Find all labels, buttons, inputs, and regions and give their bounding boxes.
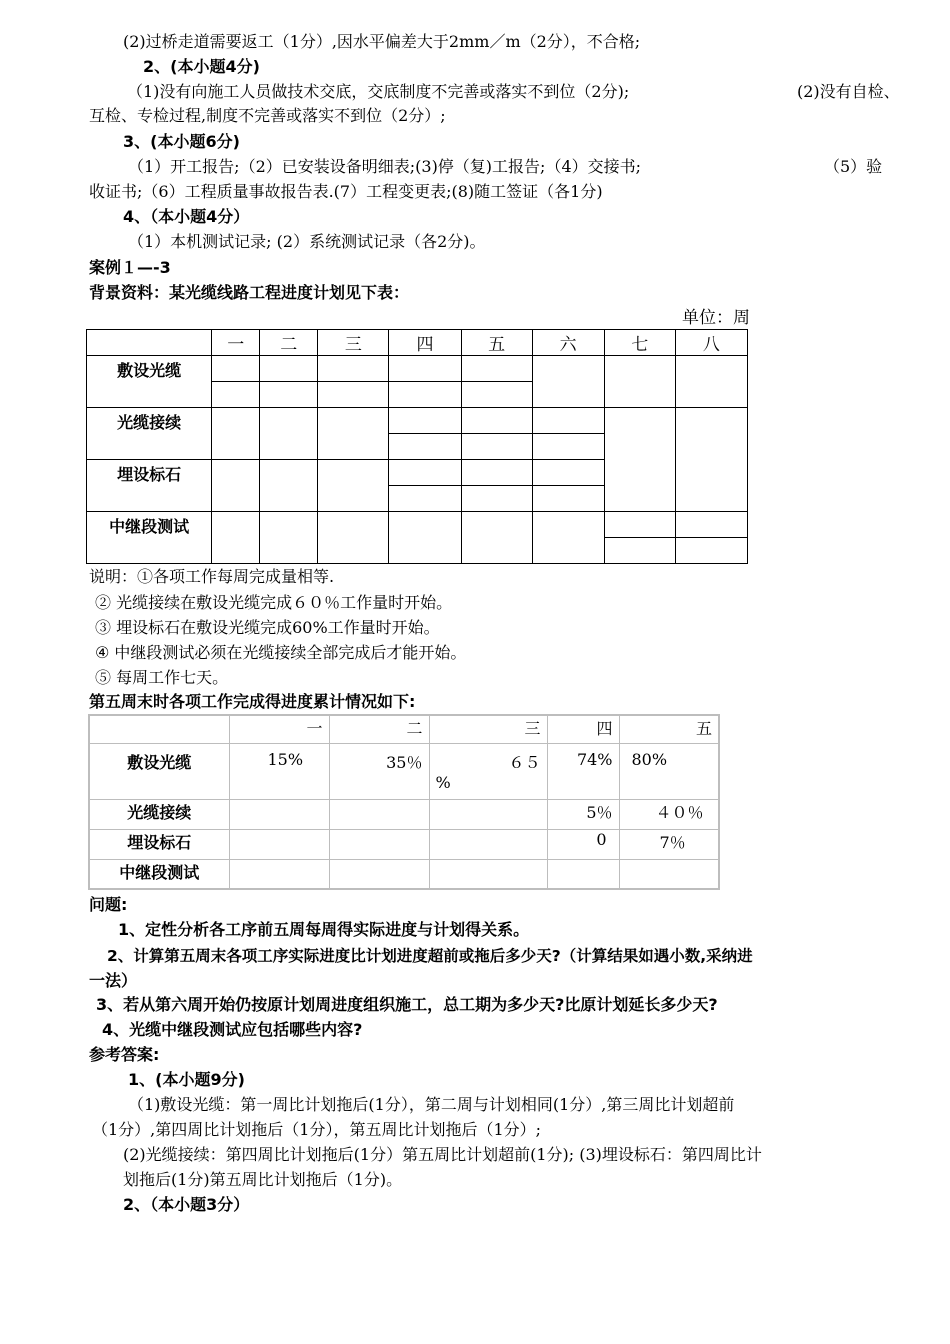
progress-cell [429,829,547,859]
unit-label: 单位：周 [682,308,750,328]
text-line: （1）开工报告;（2）已安装设备明细表;(3)停（复)工报告;（4）交接书; [128,157,642,176]
question-line: 一法） [89,971,138,990]
plan-table [86,329,748,564]
note-line: 说明：①各项工作每周完成量相等. [89,567,335,586]
week-header: 六 [532,330,604,356]
plan-cell [318,356,389,382]
week-header: 八 [675,330,747,356]
plan-cell [461,486,532,512]
plan-cell [318,382,389,408]
progress-cell: 15% [229,743,329,799]
section-heading: 2、(本小题4分) [143,57,260,76]
plan-cell [675,538,747,564]
progress-table [88,714,720,890]
task-label: 光缆接续 [89,799,229,829]
text-line: 互检、专检过程,制度不完善或落实不到位（2分）; [89,106,446,125]
progress-cell [229,799,329,829]
plan-cell [604,408,675,512]
plan-cell [260,356,318,382]
plan-cell [604,512,675,538]
answers-heading: 参考答案: [89,1045,160,1064]
progress-cell [547,859,619,889]
week-header: 七 [604,330,675,356]
task-label: 敷设光缆 [89,743,229,799]
plan-cell [532,486,604,512]
progress-cell: ４０％ [619,799,719,829]
plan-cell [532,434,604,460]
plan-cell [212,382,260,408]
plan-cell [675,356,747,408]
question-line: 4、光缆中继段测试应包括哪些内容? [102,1020,363,1039]
plan-cell [389,408,461,434]
text-line: （1)没有向施工人员做技术交底，交底制度不完善或落实不到位（2分); [127,82,630,101]
note-line: ③ 埋设标石在敷设光缆完成60%工作量时开始。 [95,618,440,637]
note-line: ② 光缆接续在敷设光缆完成６０％工作量时开始。 [95,593,453,612]
progress-cell [429,799,547,829]
plan-cell [461,460,532,486]
task-label: 敷设光缆 [87,356,212,408]
answer-line: (2)光缆接续：第四周比计划拖后(1分）第五周比计划超前(1分); (3)埋设标石：第四周比计 [123,1145,762,1164]
plan-cell [532,356,604,408]
week-header: 一 [212,330,260,356]
week-header: 四 [389,330,461,356]
plan-cell [675,512,747,538]
text-line: (2)过桥走道需要返工（1分）,因水平偏差大于2mm／m（2分），不合格; [123,32,641,51]
answer-line: 1、(本小题9分) [128,1070,245,1089]
progress-value: ６５ [508,752,541,772]
week-header: 二 [260,330,318,356]
plan-cell [532,408,604,434]
progress-cell [329,829,429,859]
progress-cell: 0 [547,829,619,859]
plan-cell [389,382,461,408]
case-title: 案例１—-3 [89,258,171,277]
progress-cell [619,859,719,889]
question-line: 2、计算第五周末各项工序实际进度比计划进度超前或拖后多少天?（计算结果如遇小数,采纳进 [107,947,753,965]
question-line: 1、定性分析各工序前五周每周得实际进度与计划得关系。 [118,920,530,939]
progress-cell: 5％ [547,799,619,829]
plan-cell [604,538,675,564]
plan-cell [461,356,532,382]
plan-cell [389,486,461,512]
task-label: 埋设标石 [89,829,229,859]
progress-cell: 7％ [619,829,719,859]
week-header: 五 [619,715,719,743]
text-line: （1）本机测试记录; (2）系统测试记录（各2分)。 [128,232,486,251]
plan-cell [389,512,461,564]
week-header: 五 [461,330,532,356]
plan-cell [260,460,318,512]
section-heading: 3、(本小题6分) [123,132,240,151]
week-header: 三 [429,715,547,743]
plan-cell [532,512,604,564]
header-corner [87,330,212,356]
answer-line: （1)敷设光缆：第一周比计划拖后(1分），第二周与计划相同(1分）,第三周比计划超前 [128,1095,735,1114]
progress-cell [429,859,547,889]
answer-line: 划拖后(1分)第五周比计划拖后（1分)。 [123,1170,403,1189]
task-label: 埋设标石 [87,460,212,512]
week-header: 四 [547,715,619,743]
week-header: 三 [318,330,389,356]
plan-cell [212,512,260,564]
plan-cell [318,512,389,564]
header-corner [89,715,229,743]
task-label: 中继段测试 [89,859,229,889]
plan-cell [604,356,675,408]
plan-cell [212,460,260,512]
plan-cell [318,408,389,460]
plan-cell [318,460,389,512]
progress-cell [229,829,329,859]
progress-cell [329,859,429,889]
plan-cell [212,408,260,460]
progress-value-suffix: % [435,772,451,792]
plan-cell [461,408,532,434]
questions-heading: 问题: [89,895,128,914]
text-line: (2)没有自检、 [797,82,900,101]
background-text: 背景资料：某光缆线路工程进度计划见下表： [89,283,410,302]
progress-cell: 35％ [329,743,429,799]
progress-cell [429,743,547,799]
plan-cell [389,460,461,486]
plan-cell [389,434,461,460]
progress-cell: 74% [547,743,619,799]
plan-cell [260,512,318,564]
plan-cell [532,460,604,486]
section-heading: 4、（本小题4分） [123,207,250,226]
text-line: 收证书;（6）工程质量事故报告表.(7）工程变更表;(8)随工签证（各1分) [89,182,603,201]
note-line: ⑤ 每周工作七天。 [95,668,229,687]
plan-cell [260,382,318,408]
progress-cell: 80% [619,743,719,799]
plan-cell [675,408,747,512]
progress-cell [329,799,429,829]
answer-line: 2、（本小题3分） [123,1195,250,1214]
week-header: 二 [329,715,429,743]
progress-heading: 第五周末时各项工作完成得进度累计情况如下: [89,692,416,711]
task-label: 光缆接续 [87,408,212,460]
plan-cell [461,512,532,564]
task-label: 中继段测试 [87,512,212,564]
plan-cell [260,408,318,460]
plan-cell [461,382,532,408]
progress-cell [229,859,329,889]
week-header: 一 [229,715,329,743]
plan-cell [389,356,461,382]
note-line: ④ 中继段测试必须在光缆接续全部完成后才能开始。 [95,643,467,662]
plan-cell [461,434,532,460]
plan-cell [212,356,260,382]
question-line: 3、若从第六周开始仍按原计划周进度组织施工，总工期为多少天?比原计划延长多少天? [96,995,718,1014]
answer-line: （1分）,第四周比计划拖后（1分），第五周比计划拖后（1分）; [92,1120,542,1139]
text-line: （5）验 [824,157,883,176]
